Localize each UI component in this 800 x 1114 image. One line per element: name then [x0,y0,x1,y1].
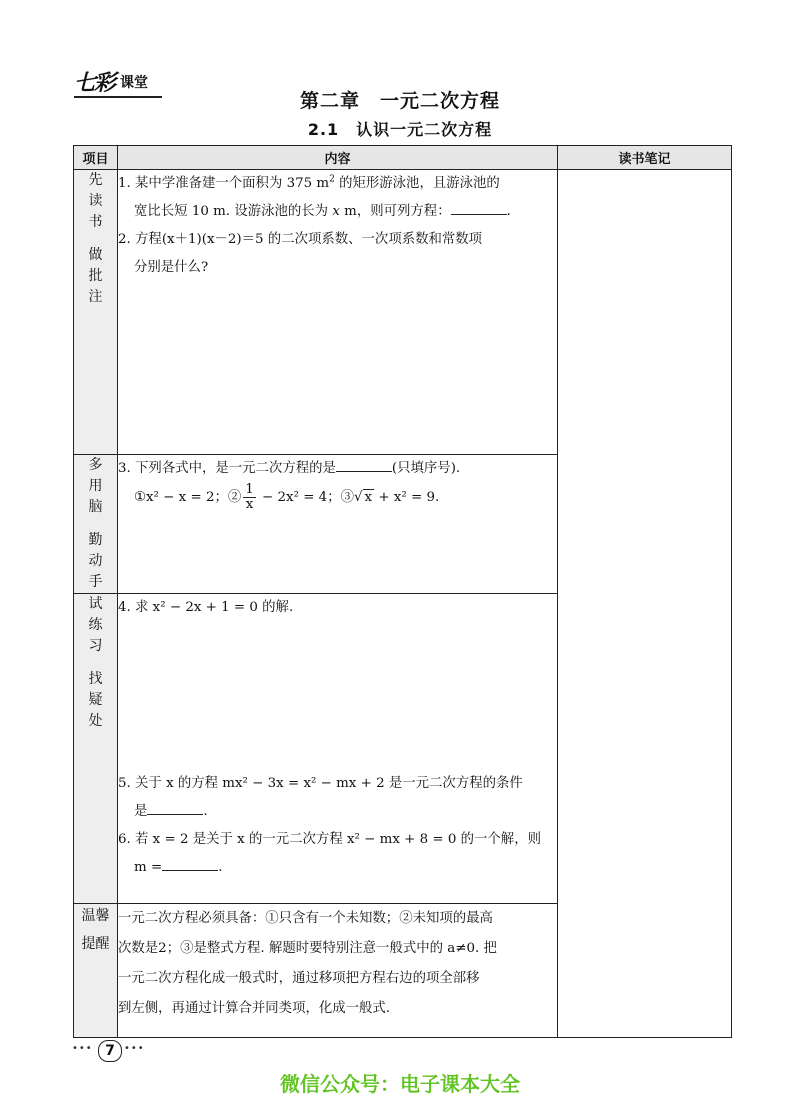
page-number [72,1040,152,1060]
row-label-think: 多 用 脑 勤 动 手 [74,455,118,594]
question-2: 2. 方程(x＋1)(x－2)＝5 的二次项系数、一次项系数和常数项 分别是什么? [118,232,483,275]
row-content-preread [118,170,558,455]
header-notes: 读书笔记 [558,146,732,170]
notes-column[interactable] [558,170,732,1038]
answer-blank[interactable] [147,798,203,815]
answer-blank[interactable] [451,198,507,215]
page-dots-left: ••• [72,1043,93,1054]
section-title: 2.1 认识一元二次方程 [307,120,493,139]
answer-blank[interactable] [336,455,392,472]
question-3: 3. 下列各式中，是一元二次方程的是 (只填序号). ①x² − x = 2；② $\frac{1}{x}$ − 2x² = 4；③√ x + x² = 9. [118,455,557,512]
tip-line: 一元二次方程必须具备：①只含有一个未知数；②未知项的最高 [118,911,493,926]
question-4: 4. 求 x² − 2x + 1 = 0 的解. [118,600,294,615]
logo-big-text: 七彩 [74,70,115,96]
header-content: 内容 [118,146,558,170]
work-space[interactable] [118,622,557,770]
row-content-practice [118,594,558,904]
tip-line: 次数是2；③是整式方程. 解题时要特别注意一般式中的 a≠0. 把 [118,941,497,956]
header-item: 项目 [74,146,118,170]
question-6: 6. 若 x = 2 是关于 x 的一元二次方程 x² − mx + 8 = 0 的一个解，则 m = . [118,832,541,875]
row-label-tip: 温馨 提醒 [74,904,118,1038]
question-5: 5. 关于 x 的方程 mx² − 3x = x² − mx + 2 是一元二次方程的条件 是 . [118,776,523,819]
watermark-text: 微信公众号：电子课本大全 [280,1072,520,1096]
row-content-tip [118,904,558,1038]
page-dots-right: ••• [124,1043,145,1054]
row-label-preread: 先 读 书 做 批 注 [74,170,118,455]
question-1: 1. 某中学准备建一个面积为 375 $m^2$ 的矩形游泳池，且游泳池的 宽比长短 10 m. 设游泳池的长为 x m，则可列方程： . [118,174,511,219]
tip-line: 一元二次方程化成一般式时，通过移项把方程右边的项全部移 [118,971,480,986]
tip-line: 到左侧，再通过计算合并同类项，化成一般式. [118,1001,391,1016]
study-table [73,145,732,1038]
row-content-think [118,455,558,594]
answer-blank[interactable] [162,854,218,871]
logo-small-text: 课堂 [120,75,148,91]
fraction: $\frac{1}{x}$ [245,482,254,512]
chapter-title: 第二章 一元二次方程 [299,90,500,112]
row-label-practice: 试 练 习 找 疑 处 [74,594,118,904]
page-number-badge: 7 [98,1040,122,1062]
